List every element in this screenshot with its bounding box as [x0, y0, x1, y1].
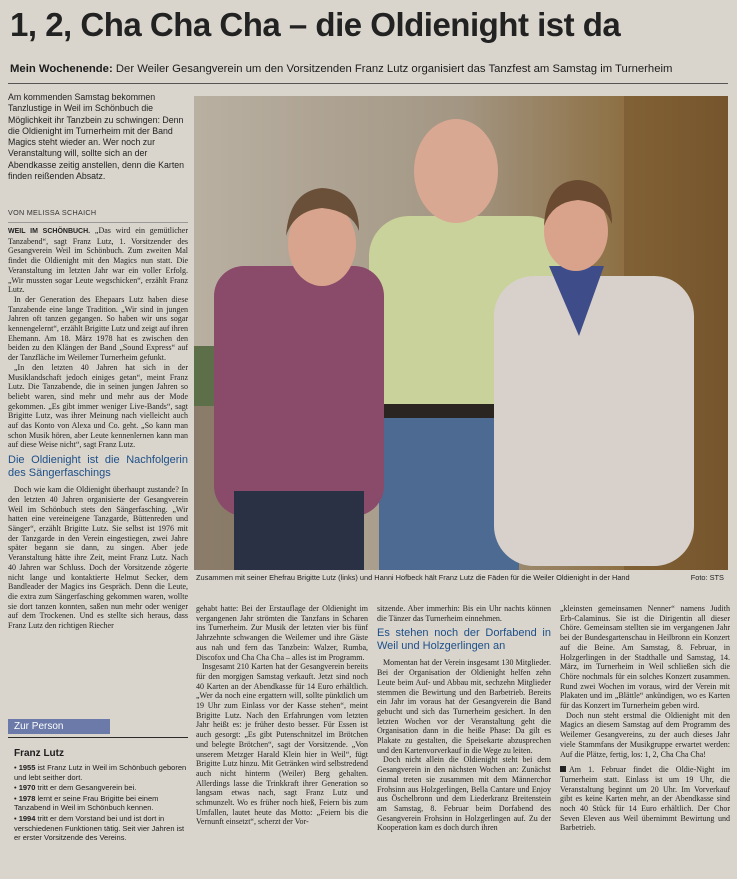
section-heading: Es stehen noch der Dorfabend in Weil und Holzgerlingen an — [377, 627, 551, 653]
paragraph: „kleinsten gemeinsamen Nenner“ namens Judith Erb-Calaminus. Sie ist die Dirigentin all dieser Chöre. Gemeinsam stellten sie im vergangenen Jahr bei der Bundesgartenschau in Heilbronn ein Konzert auf die Beine. Am Samstag, 8. Februar, in Holzgerlingen in der Stadthalle und Samstag, 14. März, im Turnerheim in Weil schließen sich die Chöre nochmals für ein solches Konzert zusammen. Rund zwei Wochen im voraus, wird der Verein mit Plakaten und im „Blättle“ ankündigen, wo es Karten für das Konzert im Turnerheim geben wird. — [560, 604, 730, 711]
info-box — [560, 765, 730, 833]
intro-text: Am kommenden Samstag bekommen Tanzlustige in Weil im Schönbuch die Möglichkeit ihr Tanzbein zu schwingen: Denn die Oldienight im Turnerheim mit der Band Magics steht wieder an. Wer noch zur Veranstaltung will, sollte sich an der Abendkasse zeitig anstellen, denn die Karten finden reißenden Absatz. — [8, 92, 185, 182]
headline: 1, 2, Cha Cha Cha – die Oldienight ist da — [10, 6, 621, 43]
subline-text: Der Weiler Gesangverein um den Vorsitzenden Franz Lutz organisiert das Tanzfest am Samstag im Turnerheim — [112, 63, 673, 75]
article-column-1 — [8, 226, 188, 631]
article-column-2 — [196, 604, 368, 827]
person-tag: Zur Person — [8, 719, 110, 734]
photo-credit: Foto: STS — [690, 573, 724, 582]
subline-lead: Mein Wochenende: — [10, 63, 113, 75]
divider — [8, 737, 188, 738]
article-column-3 — [377, 604, 551, 833]
paragraph: sitzende. Aber immerhin: Bis ein Uhr nachts können die Tänzer das Turnerheim einnehmen. — [377, 604, 551, 623]
person-info-box — [8, 719, 188, 844]
paragraph: „In den letzten 40 Jahren hat sich in der Musiklandschaft jedoch einiges getan“, meint Franz Lutz. Die Tanzabende, die in seinen jungen Jahren so beliebt waren, sind mehr und mehr aus der Mode gekommen. „Es gibt immer weniger Live-Bands“, sagt Brigitte Lutz, was ihrer Meinung nach vielleicht auch auf das Konto von Alexa und Co. geht. „So kann man schon Musik hören, aber Leute kennenlernen kann man auf diese Weise nicht“, sagt Franz Lutz. — [8, 362, 188, 450]
article-column-4 — [560, 604, 730, 833]
paragraph: Doch nicht allein die Oldienight steht bei dem Gesangverein in den nächsten Wochen an: Zunächst einmal treten sie zusammen mit dem Männerchor Frohsinn aus Holzgerlingen, Bella Cantare und Enjoy aus Öschelbronn und dem Liederkranz Breitenstein am Samstag, 8. Februar beim Dorfabend des Gesangverein Frohsinn in Holzgerlingen auf. Zu der Kooperation kam es doch durch ihren — [377, 755, 551, 833]
byline: VON MELISSA SCHAICH — [8, 208, 97, 217]
subheadline — [10, 62, 730, 77]
divider — [8, 83, 728, 84]
photo-people-illustration — [194, 96, 728, 570]
list-item: • 1978 lernt er seine Frau Brigitte bei einem Tanzabend in Weil im Schönbuch kennen. — [14, 793, 159, 813]
caption-text: Zusammen mit seiner Ehefrau Brigitte Lutz (links) und Hanni Hofbeck hält Franz Lutz die Fäden für die Weiler Oldienight in der Hand — [196, 573, 630, 582]
paragraph: Insgesamt 210 Karten hat der Gesangverein bereits für den morgigen Samstag verkauft. Jetzt sind noch 40 Karten an der Abendkasse für 14 Euro erhältlich. „Wer da noch eine ergattern will, sollte pünktlich um 19 Uhr zum Einlass vor der Kasse stehen“, meint Brigitte Lutz. Nach den Erfahrungen vom letzten Jahr heißt es: je früher desto besser. Für Essen ist auch gesorgt: „Es gibt Putenschnitzel im Brötchen und belegte Brötchen“, sagt der Vorsitzende. „Von unserem Metzger Harald Klein hier in Weil“, fügt Brigitte Lutz hinzu. Mit Getränken wird selbstredend auch nicht hinterm (Weiler) Berg gehalten. Allerdings lasse die Trinkkraft ihrer Generation so langsam etwas nach, sagt Franz Lutz und schmunzelt. Wo es früher noch hieß, Feiern bis zum Umfallen, lautet heute das Motto: „Feiern bis die Vernunft einsetzt“, scherzt der Vor- — [196, 662, 368, 827]
list-item: • 1970 tritt er dem Gesangverein bei. — [14, 783, 137, 793]
list-item: • 1994 tritt er dem Vorstand bei und ist dort in verschiedenen Funktionen tätig. Seit vier Jahren ist er erster Vorsitzende des Vereins. — [14, 813, 185, 843]
year: 1970 — [18, 783, 36, 793]
fact-text: lernt er seine Frau Brigitte bei einem Tanzabend in Weil im Schönbuch kennen. — [14, 793, 159, 813]
fact-text: ist Franz Lutz in Weil im Schönbuch geboren und lebt seither dort. — [14, 763, 187, 782]
year: 1978 — [18, 793, 36, 803]
square-bullet-icon — [560, 766, 566, 772]
photo-caption — [196, 573, 726, 583]
divider — [8, 222, 188, 223]
dateline: WEIL IM SCHÖNBUCH. — [8, 228, 91, 235]
year: 1955 — [18, 763, 36, 772]
article-photo — [194, 96, 728, 570]
paragraph: „Das wird ein gemütlicher Tanzabend“, sagt Franz Lutz, 1. Vorsitzender des Gesangverein Weil im Schönbuch. Zum zweiten Mal findet die Oldienight mit den Magics nun statt. Die Veranstaltung im letzten Jahr war ein voller Erfolg. „Wir mussten sogar Leute wegschicken“, erzählt Franz Lutz. — [8, 226, 188, 295]
year: 1994 — [18, 813, 36, 823]
paragraph: Doch wie kam die Oldienight überhaupt zustande? In den letzten 40 Jahren organisierte der Gesangverein Weil im Schönbuch stets den Sängerfasching. „Wir hatten eine vereineigene Tanzgarde, Büttenreden und Sänger“, erzählt Brigitte Lutz. Sie selbst ist 1976 mit der Tanzgarde in den Verein eingestiegen, zwei Jahre später begann sie dann, zu singen. Aber jede Veranstaltung hätte ihre Zeit, meint Franz Lutz. Nach 40 Jahren war Schluss. Doch der Vorsitzende zögerte nicht lange und kontaktierte Helmut Secker, dem Bandleader der Magics ins Gespräch. Denn die Leute, die extra zum Sängerfasching gekommen waren, wollte sie dort tanzen konnten, saßen nun mehr oder weniger auf dem Trockenen. Und es stellte sich heraus, dass Franz Lutz den richtigen Riecher — [8, 485, 188, 631]
paragraph: In der Generation des Ehepaars Lutz haben diese Tanzabende eine lange Tradition. „Wir sind in jungen Jahren oft tanzen gegangen. So haben wir uns sogar kennengelernt“, erzählt Brigitte Lutz und zeigt auf ihren Ehemann. Am 18. März 1978 hat es zwischen den beiden zu den Klängen der Band „Sound Express“ auf der Tanzfläche im Weilemer Turnerheim gefunkt. — [8, 294, 188, 363]
fact-text: tritt er dem Gesangverein bei. — [35, 783, 137, 793]
paragraph: gehabt hatte: Bei der Erstauflage der Oldienight im vergangenen Jahr strömten die Tanzfans in Scharen ins Turnerheim. Zur Musik der letzten vier bis fünf Jahrzehnte schwangen die Weilemer und ihre Gäste aus nah und fern das Tanzbein: Walzer, Rumba, Discofox und Cha Cha Cha – alles ist im Programm. — [196, 604, 368, 662]
person-name: Franz Lutz — [14, 748, 64, 759]
person-facts-list — [8, 763, 188, 843]
info-text: Am 1. Februar findet die Oldie-Night im Turnerheim statt. Einlass ist um 19 Uhr, die Veranstaltung beginnt um 20 Uhr. Im Vorverkauf gibt es keine Karten mehr, an der Abendkasse sind noch 40 Stück für 14 Euro erhältlich. Der Chor Seven Eleven aus Weil übernimmt Bewirtung und Barbetrieb. — [560, 765, 730, 833]
paragraph: Doch nun steht erstmal die Oldienight mit den Magics an diesem Samstag auf dem Programm des Weilemer Gesangvereins, zu der auch dieses Jahr viele Stammfans der Musikgruppe erwartet werden: Auf die Plätze, fertig, los: 1, 2, Cha Cha Cha! — [560, 710, 730, 759]
paragraph: Momentan hat der Verein insgesamt 130 Mitglieder. Bei der Organisation der Oldienight helfen zehn Leute beim Auf- und Abbau mit, sechzehn Mitglieder stemmen die Bewirtung und den Barbetrieb. Bereits ein Jahr im voraus hat der Gesangverein die Band gebucht und sich das Turnerheim gesichert. In den letzten Wochen vor der Veranstaltung geht die Organisation dann in die heiße Phase: Da gilt es Plakate zu gestalten, die Speisekarte abzusprechen und den Kartenvorverkauf in die Wege zu leiten. — [377, 658, 551, 755]
fact-text: tritt er dem Vorstand bei und ist dort in verschiedenen Funktionen tätig. Seit vier Jahren ist er erster Vorsitzende des Vereins. — [14, 813, 185, 843]
list-item: • 1955 ist Franz Lutz in Weil im Schönbuch geboren und lebt seither dort. — [14, 763, 187, 782]
section-heading: Die Oldienight ist die Nachfolgerin des Sängerfaschings — [8, 454, 188, 480]
